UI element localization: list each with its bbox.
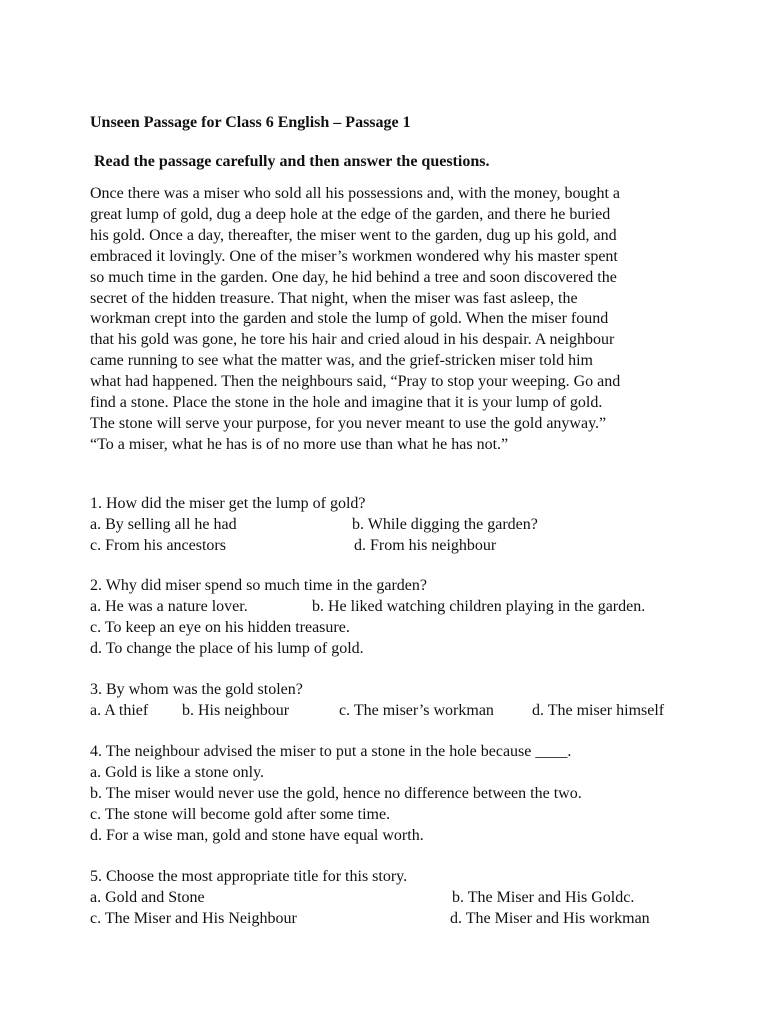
option-b: b. The miser would never use the gold, hence no difference between the two. bbox=[90, 784, 582, 802]
options-row bbox=[90, 515, 690, 536]
option-a: a. Gold is like a stone only. bbox=[90, 763, 265, 781]
options-row bbox=[90, 888, 690, 909]
option-c: c. The stone will become gold after some time. bbox=[90, 805, 391, 823]
reading-passage bbox=[90, 184, 690, 456]
options-row bbox=[90, 536, 690, 557]
passage-line: embraced it lovingly. One of the miser’s workmen wondered why his master spent bbox=[90, 247, 618, 265]
passage-line: find a stone. Place the stone in the hole and imagine that it is your lump of gold. bbox=[90, 394, 603, 412]
options-row bbox=[90, 701, 690, 722]
question-5 bbox=[90, 867, 690, 930]
passage-line: secret of the hidden treasure. That night, when the miser was fast asleep, the bbox=[90, 289, 578, 307]
option-c: c. From his ancestors bbox=[90, 536, 226, 554]
instruction-text: Read the passage carefully and then answer the questions. bbox=[94, 153, 490, 170]
question-text: 2. Why did miser spend so much time in the garden? bbox=[90, 577, 427, 594]
question-1 bbox=[90, 494, 690, 557]
question-text: 1. How did the miser get the lump of gold? bbox=[90, 495, 366, 512]
passage-line: his gold. Once a day, thereafter, the miser went to the garden, dug up his gold, and bbox=[90, 226, 617, 244]
option-d: d. The Miser and His workman bbox=[450, 909, 650, 927]
option-b: b. The Miser and His Goldc. bbox=[452, 888, 635, 906]
option-a: a. A thief bbox=[90, 701, 149, 719]
option-c: c. The miser’s workman bbox=[339, 701, 494, 719]
option-d: d. For a wise man, gold and stone have equal worth. bbox=[90, 826, 424, 844]
passage-line: Once there was a miser who sold all his possessions and, with the money, bought a bbox=[90, 185, 620, 202]
option-d: d. From his neighbour bbox=[354, 536, 497, 554]
passage-line: workman crept into the garden and stole the lump of gold. When the miser found bbox=[90, 310, 609, 328]
passage-line: that his gold was gone, he tore his hair and cried aloud in his despair. A neighbour bbox=[90, 331, 615, 349]
passage-line: came running to see what the matter was, and the grief-stricken miser told him bbox=[90, 352, 593, 370]
option-a: a. By selling all he had bbox=[90, 515, 237, 533]
option-a: a. He was a nature lover. bbox=[90, 597, 248, 615]
option-b: b. His neighbour bbox=[182, 701, 290, 719]
question-text: 4. The neighbour advised the miser to put a stone in the hole because ____. bbox=[90, 743, 572, 760]
option-c: c. The Miser and His Neighbour bbox=[90, 909, 297, 927]
question-2 bbox=[90, 576, 690, 660]
option-b: b. While digging the garden? bbox=[352, 515, 538, 533]
options-row bbox=[90, 597, 690, 618]
question-text: 3. By whom was the gold stolen? bbox=[90, 681, 303, 698]
document-title: Unseen Passage for Class 6 English – Passage 1 bbox=[90, 114, 411, 131]
question-3 bbox=[90, 680, 690, 722]
option-a: a. Gold and Stone bbox=[90, 888, 205, 906]
passage-line: great lump of gold, dug a deep hole at the edge of the garden, and there he buried bbox=[90, 205, 611, 223]
option-d: d. To change the place of his lump of gold. bbox=[90, 639, 364, 657]
options-row bbox=[90, 909, 690, 930]
question-text: 5. Choose the most appropriate title for this story. bbox=[90, 868, 408, 885]
question-4 bbox=[90, 742, 690, 846]
passage-line: “To a miser, what he has is of no more use than what he has not.” bbox=[90, 435, 509, 453]
option-c: c. To keep an eye on his hidden treasure. bbox=[90, 618, 350, 636]
option-b: b. He liked watching children playing in the garden. bbox=[312, 597, 646, 615]
passage-line: what had happened. Then the neighbours said, “Pray to stop your weeping. Go and bbox=[90, 373, 621, 391]
passage-line: The stone will serve your purpose, for you never meant to use the gold anyway.” bbox=[90, 414, 607, 432]
passage-line: so much time in the garden. One day, he hid behind a tree and soon discovered the bbox=[90, 268, 617, 286]
option-d: d. The miser himself bbox=[532, 701, 665, 719]
